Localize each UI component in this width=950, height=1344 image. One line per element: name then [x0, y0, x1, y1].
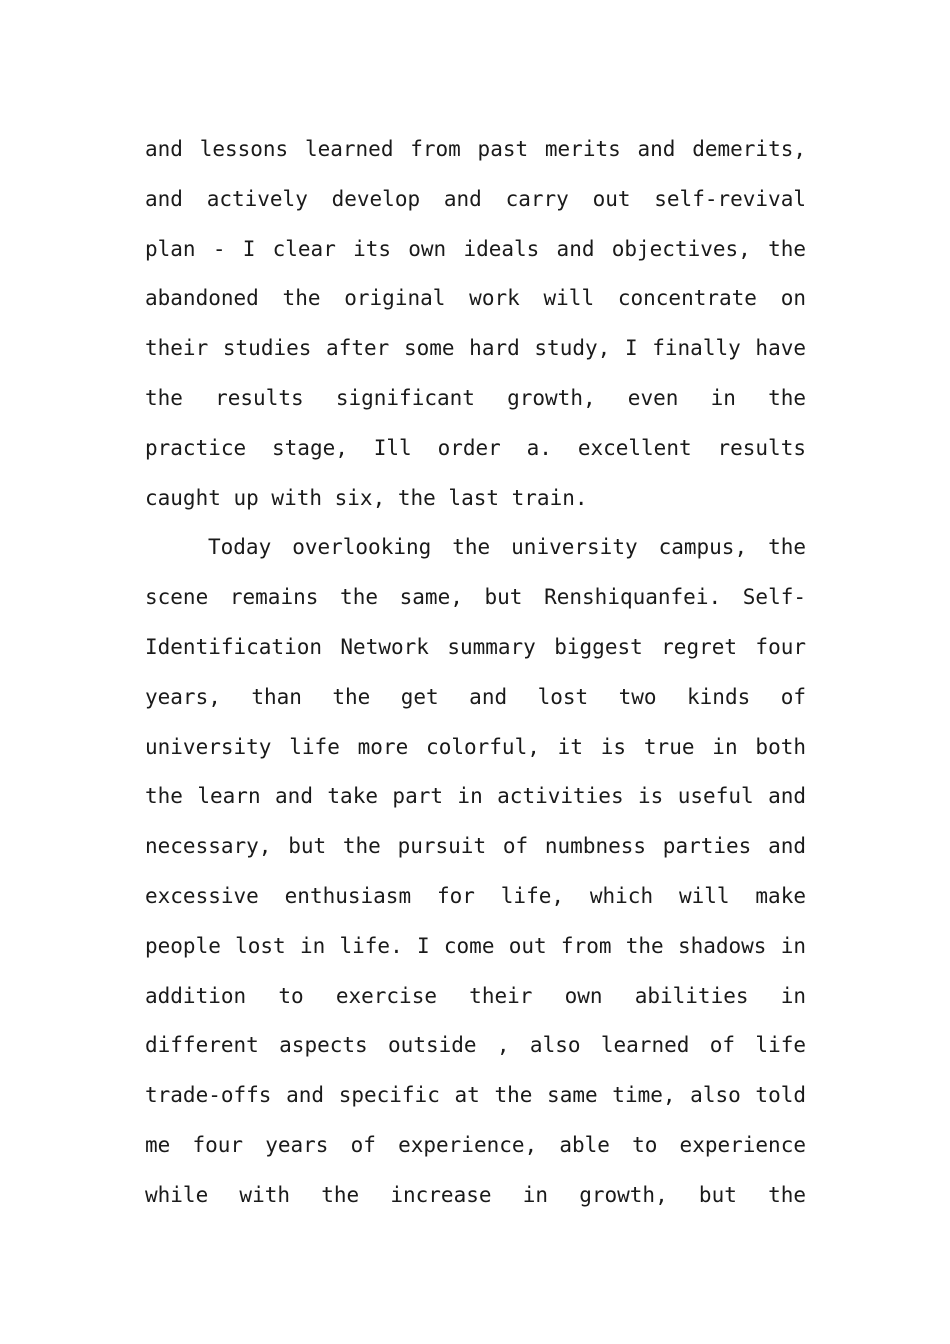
text-line: scene remains the same, but Renshiquanfei. Self- — [145, 585, 806, 610]
text-line: people lost in life. I come out from the shadows in — [145, 933, 806, 958]
text-line: the results significant growth, even in the — [145, 385, 806, 410]
text-line: practice stage, Ill order a. excellent results — [145, 435, 806, 460]
text-line: trade-offs and specific at the same time, also told — [145, 1083, 806, 1108]
text-line: different aspects outside , also learned of life — [145, 1033, 806, 1058]
text-line: Identification Network summary biggest regret four — [145, 634, 806, 659]
text-line: abandoned the original work will concentrate on — [145, 286, 806, 311]
text-line: excessive enthusiasm for life, which will make — [145, 883, 806, 908]
text-line: and lessons learned from past merits and demerits, — [145, 137, 806, 161]
text-line: the learn and take part in activities is useful and — [145, 784, 806, 809]
text-line: and actively develop and carry out self-revival — [145, 186, 806, 211]
text-line: years, than the get and lost two kinds of — [145, 684, 806, 709]
text-line: their studies after some hard study, I finally have — [145, 336, 806, 361]
paragraph-end-line: caught up with six, the last train. — [145, 485, 588, 510]
text-line: while with the increase in growth, but the — [145, 1182, 806, 1207]
text-line: me four years of experience, able to experience — [145, 1132, 806, 1157]
text-line: university life more colorful, it is true in both — [145, 734, 806, 759]
text-line: necessary, but the pursuit of numbness parties and — [145, 834, 806, 859]
paragraph-start-line: Today overlooking the university campus, the — [208, 535, 806, 560]
body-text — [145, 125, 806, 1221]
text-line: plan - I clear its own ideals and objectives, the — [145, 236, 806, 261]
text-line: addition to exercise their own abilities in — [145, 983, 806, 1008]
